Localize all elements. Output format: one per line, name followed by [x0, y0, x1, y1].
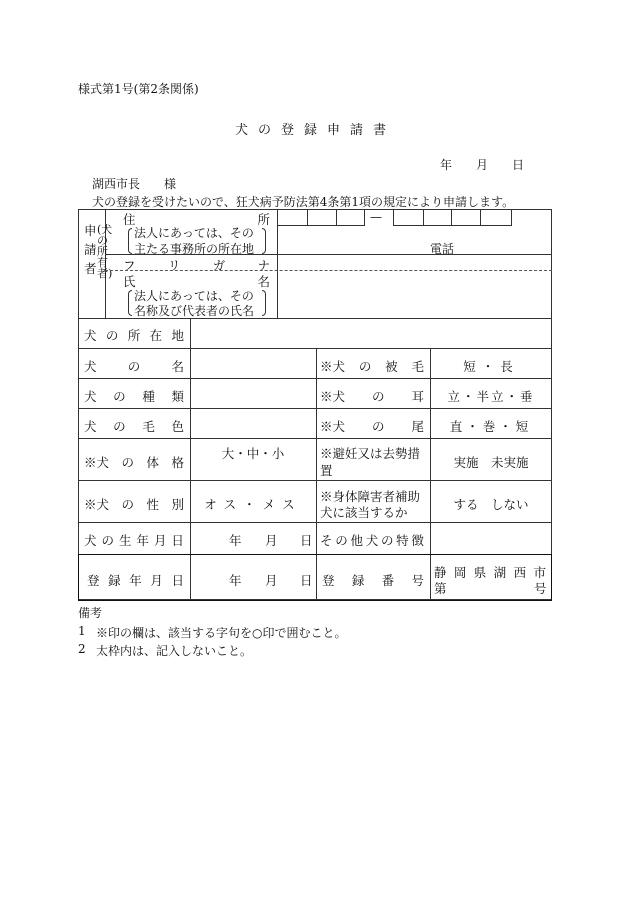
features-label: そ の 他 犬 の 特 徴: [320, 533, 424, 548]
name-note-1: 法人にあっては、その: [134, 289, 254, 303]
assist-label-line2: 犬に該当するか: [320, 505, 408, 520]
furigana-field[interactable]: [278, 255, 551, 269]
tail-label: ※犬 の 尾: [320, 419, 424, 434]
notes-heading: 備考: [78, 606, 103, 620]
birth-month-label: 月: [265, 533, 278, 548]
applicant-owner-note: (犬の所有者): [97, 223, 113, 280]
applicant-side-label: 申請者: [84, 223, 97, 276]
name-note-2: 名称及び代表者の氏名: [134, 304, 255, 318]
breed-label: 犬 の 種 類: [84, 389, 184, 404]
number-suffix: 号: [534, 581, 547, 596]
reg-month-label: 月: [265, 573, 278, 588]
coat-type-label: ※犬 の 被 毛: [320, 359, 424, 374]
date-day-label: 日: [512, 158, 525, 172]
phone-label: 電話: [430, 242, 455, 256]
date-month-label: 月: [476, 158, 489, 172]
city-label: 静 岡 県 湖 西 市: [434, 565, 546, 580]
location-label: 犬 の 所 在 地: [84, 328, 184, 343]
reg-date-label: 登 録 年 月 日: [87, 573, 184, 588]
form-number: 様式第1号(第2条関係): [78, 82, 199, 96]
furigana-label: フ リ ガ ナ: [123, 258, 270, 273]
address-label: 住 所: [123, 212, 270, 227]
reg-year-label: 年: [229, 573, 242, 588]
assist-options[interactable]: する しない: [453, 497, 529, 512]
breed-field[interactable]: [191, 379, 315, 407]
location-field[interactable]: [191, 319, 551, 347]
address-note-1: 法人にあっては、その: [134, 226, 254, 240]
intro-text: 犬の登録を受けたいので、狂犬病予防法第4条第1項の規定により申請します。: [92, 195, 515, 209]
ears-label: ※犬 の 耳: [320, 389, 424, 404]
note-2-text: 太枠内は、記入しないこと。: [96, 644, 253, 658]
assist-label-line1: ※身体障害者補助: [320, 489, 421, 504]
postal-code-boxes[interactable]: [277, 209, 512, 226]
address-note-2: 主たる事務所の所在地: [134, 242, 255, 256]
dog-name-field[interactable]: [191, 349, 315, 377]
birth-day-label: 日: [300, 533, 313, 548]
color-label: 犬 の 毛 色: [84, 419, 184, 434]
dog-name-label: 犬 の 名: [84, 359, 184, 374]
neuter-label-line1: ※避妊又は去勢措: [320, 446, 421, 461]
reg-number-label: 登 録 番 号: [322, 573, 424, 588]
note-2-number: 2: [78, 642, 86, 656]
date-year-label: 年: [440, 158, 453, 172]
birth-year-label: 年: [229, 533, 242, 548]
addressee: 湖西市長 様: [92, 177, 177, 191]
neuter-label-line2: 置: [320, 463, 333, 478]
page-title: 犬の登録申請書: [235, 123, 397, 138]
coat-options[interactable]: 短・長: [463, 359, 519, 374]
size-options[interactable]: 大・中・小: [221, 446, 285, 461]
note-1-text: ※印の欄は、該当する字句を○印で囲むこと。: [96, 626, 347, 640]
postal-dash: —: [370, 210, 382, 224]
color-field[interactable]: [191, 409, 315, 437]
name-field[interactable]: [278, 271, 551, 317]
features-field[interactable]: [431, 523, 551, 553]
birth-label: 犬 の 生 年 月 日: [84, 533, 184, 548]
ears-options[interactable]: 立・半立・垂: [447, 389, 535, 404]
neuter-options[interactable]: 実施 未実施: [453, 455, 529, 470]
sex-label: ※犬 の 性 別: [84, 497, 184, 512]
reg-day-label: 日: [300, 573, 313, 588]
address-field[interactable]: [278, 228, 551, 254]
number-prefix: 第: [434, 581, 447, 596]
note-1-number: 1: [78, 624, 86, 638]
sex-options[interactable]: オス・メス: [204, 497, 302, 512]
tail-options[interactable]: 直・巻・短: [449, 419, 533, 434]
name-label: 氏 名: [123, 274, 270, 289]
size-label: ※犬 の 体 格: [84, 455, 184, 470]
